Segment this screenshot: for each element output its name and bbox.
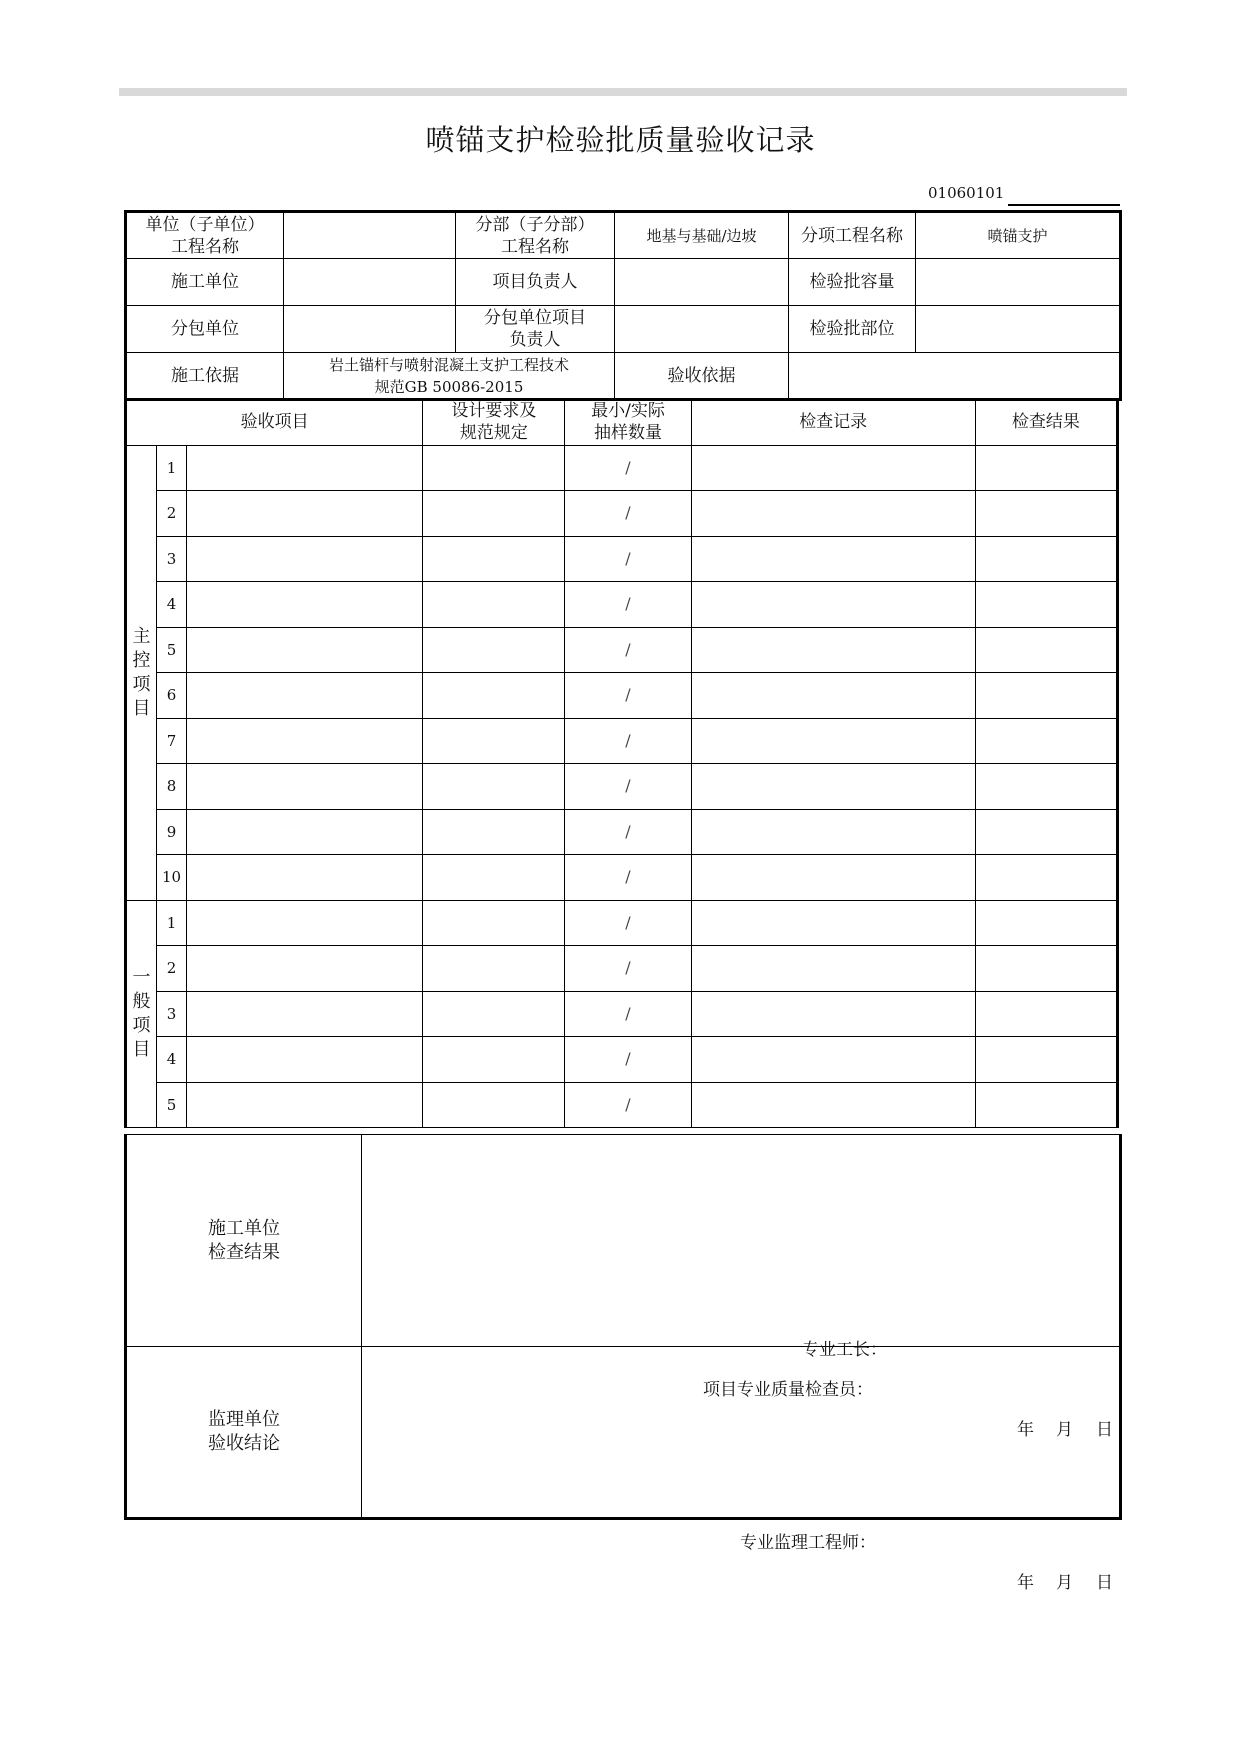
subitem-name-value[interactable]: 喷锚支护 [916, 212, 1121, 259]
conclusion-table [124, 1134, 1122, 1593]
sample-cell[interactable]: / [565, 582, 691, 628]
col-header-result: 检查结果 [975, 400, 1117, 446]
sample-cell[interactable]: / [565, 1037, 691, 1083]
form-title: 喷锚支护检验批质量验收记录 [425, 123, 816, 157]
item-cell[interactable] [187, 718, 423, 764]
sub-project-manager-label: 分包单位项目 负责人 [456, 306, 615, 353]
table-row [126, 718, 1118, 764]
sample-cell[interactable]: / [565, 627, 691, 673]
table-row [126, 582, 1118, 628]
unit-name-label: 单位（子单位） 工程名称 [126, 212, 284, 259]
row-number: 2 [157, 491, 187, 537]
design-cell[interactable] [423, 764, 565, 810]
construction-basis-label: 施工依据 [126, 353, 284, 400]
result-cell[interactable] [975, 809, 1117, 855]
record-cell[interactable] [691, 991, 975, 1037]
sample-cell[interactable]: / [565, 764, 691, 810]
row-number: 3 [157, 536, 187, 582]
item-cell[interactable] [187, 1082, 423, 1128]
item-cell[interactable] [187, 536, 423, 582]
col-header-sample: 最小/实际 抽样数量 [565, 400, 691, 446]
row-number: 1 [157, 900, 187, 946]
sample-cell[interactable]: / [565, 673, 691, 719]
sample-cell[interactable]: / [565, 946, 691, 992]
record-cell[interactable] [691, 900, 975, 946]
top-rule [119, 88, 1127, 96]
row-number: 7 [157, 718, 187, 764]
col-header-item: 验收项目 [126, 400, 423, 446]
result-cell[interactable] [975, 627, 1117, 673]
general-rows [126, 900, 1118, 1128]
main-control-label: 主 控 项 目 [126, 445, 157, 900]
batch-capacity-label: 检验批容量 [789, 259, 916, 306]
record-cell[interactable] [691, 855, 975, 901]
result-cell[interactable] [975, 491, 1117, 537]
day-label: 日 [1096, 1573, 1113, 1593]
table-row [126, 491, 1118, 537]
design-cell[interactable] [423, 582, 565, 628]
header-table [124, 210, 1122, 401]
sample-cell[interactable]: / [565, 900, 691, 946]
item-cell[interactable] [187, 491, 423, 537]
result-cell[interactable] [975, 855, 1117, 901]
record-cell[interactable] [691, 582, 975, 628]
design-cell[interactable] [423, 445, 565, 491]
record-cell[interactable] [691, 536, 975, 582]
table-row [126, 1037, 1118, 1083]
col-header-record: 检查记录 [691, 400, 975, 446]
result-cell[interactable] [975, 1037, 1117, 1083]
result-cell[interactable] [975, 946, 1117, 992]
acceptance-basis-field[interactable] [789, 353, 1121, 400]
design-cell[interactable] [423, 491, 565, 537]
item-cell[interactable] [187, 445, 423, 491]
sample-cell[interactable]: / [565, 855, 691, 901]
result-cell[interactable] [975, 900, 1117, 946]
design-cell[interactable] [423, 673, 565, 719]
col-header-design: 设计要求及 规范规定 [423, 400, 565, 446]
supervisor-conclusion-area[interactable] [362, 1347, 1121, 1593]
table-row [126, 764, 1118, 810]
item-cell[interactable] [187, 1037, 423, 1083]
sample-cell[interactable]: / [565, 809, 691, 855]
row-number: 10 [157, 855, 187, 901]
item-cell[interactable] [187, 809, 423, 855]
item-cell[interactable] [187, 855, 423, 901]
month-label: 月 [1056, 1573, 1073, 1593]
result-cell[interactable] [975, 536, 1117, 582]
supervising-engineer-label: 专业监理工程师： [740, 1533, 876, 1553]
subitem-name-label: 分项工程名称 [789, 212, 916, 259]
record-cell[interactable] [691, 445, 975, 491]
row-number: 6 [157, 673, 187, 719]
result-cell[interactable] [975, 991, 1117, 1037]
year-label: 年 [1017, 1573, 1034, 1593]
item-cell[interactable] [187, 582, 423, 628]
table-row [126, 1082, 1118, 1128]
unit-name-field[interactable] [284, 212, 456, 259]
inspection-table [124, 399, 1119, 1128]
table-row [126, 445, 1118, 491]
project-manager-field[interactable] [615, 259, 789, 306]
design-cell[interactable] [423, 536, 565, 582]
record-cell[interactable] [691, 1082, 975, 1128]
foreman-label: 专业工长： [802, 1339, 887, 1360]
row-number: 9 [157, 809, 187, 855]
design-cell[interactable] [423, 1082, 565, 1128]
table-row [126, 855, 1118, 901]
design-cell[interactable] [423, 809, 565, 855]
design-cell[interactable] [423, 991, 565, 1037]
record-cell[interactable] [691, 764, 975, 810]
sample-cell[interactable]: / [565, 536, 691, 582]
day-label: 日 [1096, 1419, 1113, 1440]
design-cell[interactable] [423, 900, 565, 946]
result-cell[interactable] [975, 673, 1117, 719]
design-cell[interactable] [423, 627, 565, 673]
project-manager-label: 项目负责人 [456, 259, 615, 306]
table-row [126, 673, 1118, 719]
row-number: 2 [157, 946, 187, 992]
batch-location-label: 检验批部位 [789, 306, 916, 353]
row-number: 4 [157, 582, 187, 628]
record-cell[interactable] [691, 673, 975, 719]
row-number: 4 [157, 1037, 187, 1083]
year-label: 年 [1017, 1419, 1034, 1440]
sub-project-manager-field[interactable] [615, 306, 789, 353]
table-row [126, 946, 1118, 992]
record-cell[interactable] [691, 1037, 975, 1083]
subcontractor-field[interactable] [284, 306, 456, 353]
result-cell[interactable] [975, 718, 1117, 764]
form-number-blank[interactable] [1008, 204, 1120, 206]
contractor-label: 施工单位 [126, 259, 284, 306]
item-cell[interactable] [187, 673, 423, 719]
result-cell[interactable] [975, 445, 1117, 491]
table-row [126, 809, 1118, 855]
supervisor-conclusion-label: 监理单位 验收结论 [126, 1347, 362, 1519]
record-cell[interactable] [691, 946, 975, 992]
sample-cell[interactable]: / [565, 1082, 691, 1128]
item-cell[interactable] [187, 764, 423, 810]
design-cell[interactable] [423, 718, 565, 764]
general-items-label: 一 般 项 目 [126, 900, 157, 1128]
sample-cell[interactable]: / [565, 991, 691, 1037]
row-number: 5 [157, 1082, 187, 1128]
month-label: 月 [1056, 1419, 1073, 1440]
contractor-field[interactable] [284, 259, 456, 306]
item-cell[interactable] [187, 627, 423, 673]
design-cell[interactable] [423, 1037, 565, 1083]
design-cell[interactable] [423, 946, 565, 992]
main-control-rows [126, 445, 1118, 900]
contractor-check-area[interactable] [362, 1135, 1121, 1440]
item-cell[interactable] [187, 991, 423, 1037]
table-row [126, 991, 1118, 1037]
row-number: 8 [157, 764, 187, 810]
acceptance-basis-label: 验收依据 [615, 353, 789, 400]
subcontractor-label: 分包单位 [126, 306, 284, 353]
batch-capacity-field[interactable] [916, 259, 1121, 306]
row-number: 5 [157, 627, 187, 673]
item-cell[interactable] [187, 900, 423, 946]
design-cell[interactable] [423, 855, 565, 901]
sample-cell[interactable]: / [565, 718, 691, 764]
quality-inspector-label: 项目专业质量检查员： [703, 1379, 873, 1400]
table-row [126, 627, 1118, 673]
record-cell[interactable] [691, 718, 975, 764]
form-code: 01060101 [928, 184, 1005, 202]
batch-location-field[interactable] [916, 306, 1121, 353]
row-number: 3 [157, 991, 187, 1037]
sample-cell[interactable]: / [565, 445, 691, 491]
construction-basis-value[interactable]: 岩土锚杆与喷射混凝土支护工程技术 规范GB 50086-2015 [284, 353, 615, 400]
result-cell[interactable] [975, 582, 1117, 628]
result-cell[interactable] [975, 764, 1117, 810]
item-cell[interactable] [187, 946, 423, 992]
table-row [126, 536, 1118, 582]
sample-cell[interactable]: / [565, 491, 691, 537]
result-cell[interactable] [975, 1082, 1117, 1128]
record-cell[interactable] [691, 491, 975, 537]
record-cell[interactable] [691, 627, 975, 673]
table-row [126, 900, 1118, 946]
contractor-check-label: 施工单位 检查结果 [126, 1135, 362, 1347]
row-number: 1 [157, 445, 187, 491]
division-name-value[interactable]: 地基与基础/边坡 [615, 212, 789, 259]
division-name-label: 分部（子分部） 工程名称 [456, 212, 615, 259]
record-cell[interactable] [691, 809, 975, 855]
